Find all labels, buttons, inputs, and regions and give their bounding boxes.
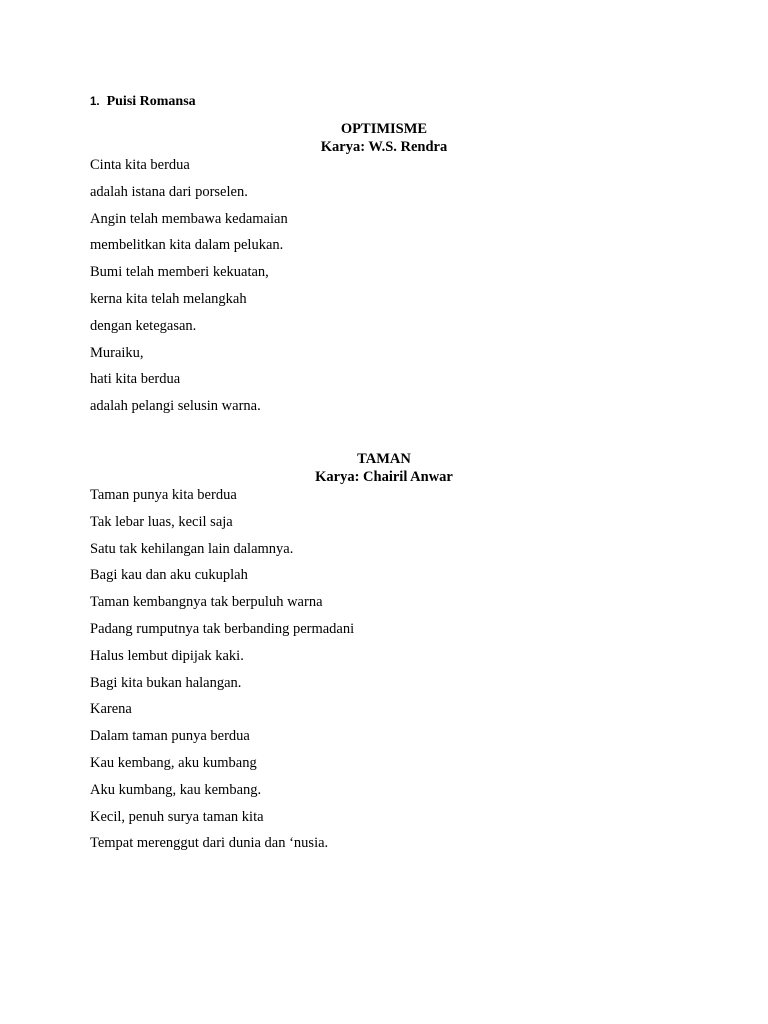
poem-line: Tempat merenggut dari dunia dan ‘nusia.: [90, 835, 329, 852]
section-heading: [90, 94, 196, 110]
section-title: Puisi Romansa: [106, 94, 196, 109]
poem-line: adalah pelangi selusin warna.: [90, 398, 261, 415]
poem-line: Kau kembang, aku kumbang: [90, 754, 257, 771]
poem-line: dengan ketegasan.: [90, 317, 197, 334]
poem-line: Bagi kita bukan halangan.: [90, 674, 242, 691]
poem-title: OPTIMISME: [340, 121, 428, 137]
poem-line: Halus lembut dipijak kaki.: [90, 647, 244, 664]
poem-line: Tak lebar luas, kecil saja: [90, 513, 233, 530]
poem-lines: [90, 486, 354, 861]
poem-author: Karya: Chairil Anwar: [315, 469, 453, 485]
poem-line: adalah istana dari porselen.: [90, 183, 248, 200]
poem-line: Dalam taman punya berdua: [90, 728, 250, 745]
poem-line: Cinta kita berdua: [90, 157, 190, 173]
section-number: 1.: [90, 96, 100, 108]
poem-line: membelitkan kita dalam pelukan.: [90, 237, 284, 254]
poem-line: Kecil, penuh surya taman kita: [90, 808, 264, 825]
poem-line: Taman punya kita berdua: [90, 487, 237, 503]
poem-line: Bumi telah memberi kekuatan,: [90, 264, 269, 281]
poem-line: Muraiku,: [90, 344, 144, 361]
poem-line: Taman kembangnya tak berpuluh warna: [90, 594, 323, 611]
poem-line: kerna kita telah melangkah: [90, 290, 247, 307]
poem-line: Aku kumbang, kau kembang.: [90, 781, 262, 798]
poem-line: Bagi kau dan aku cukuplah: [90, 567, 248, 584]
poem-author: Karya: W.S. Rendra: [320, 139, 448, 155]
poem-line: hati kita berdua: [90, 371, 181, 388]
poem-line: Karena: [90, 701, 132, 718]
poem-lines: [90, 156, 288, 424]
poem-title: TAMAN: [357, 451, 411, 467]
poem-line: Angin telah membawa kedamaian: [90, 210, 288, 227]
poem-line: Padang rumputnya tak berbanding permadani: [90, 620, 355, 637]
poem-line: Satu tak kehilangan lain dalamnya.: [90, 540, 294, 557]
